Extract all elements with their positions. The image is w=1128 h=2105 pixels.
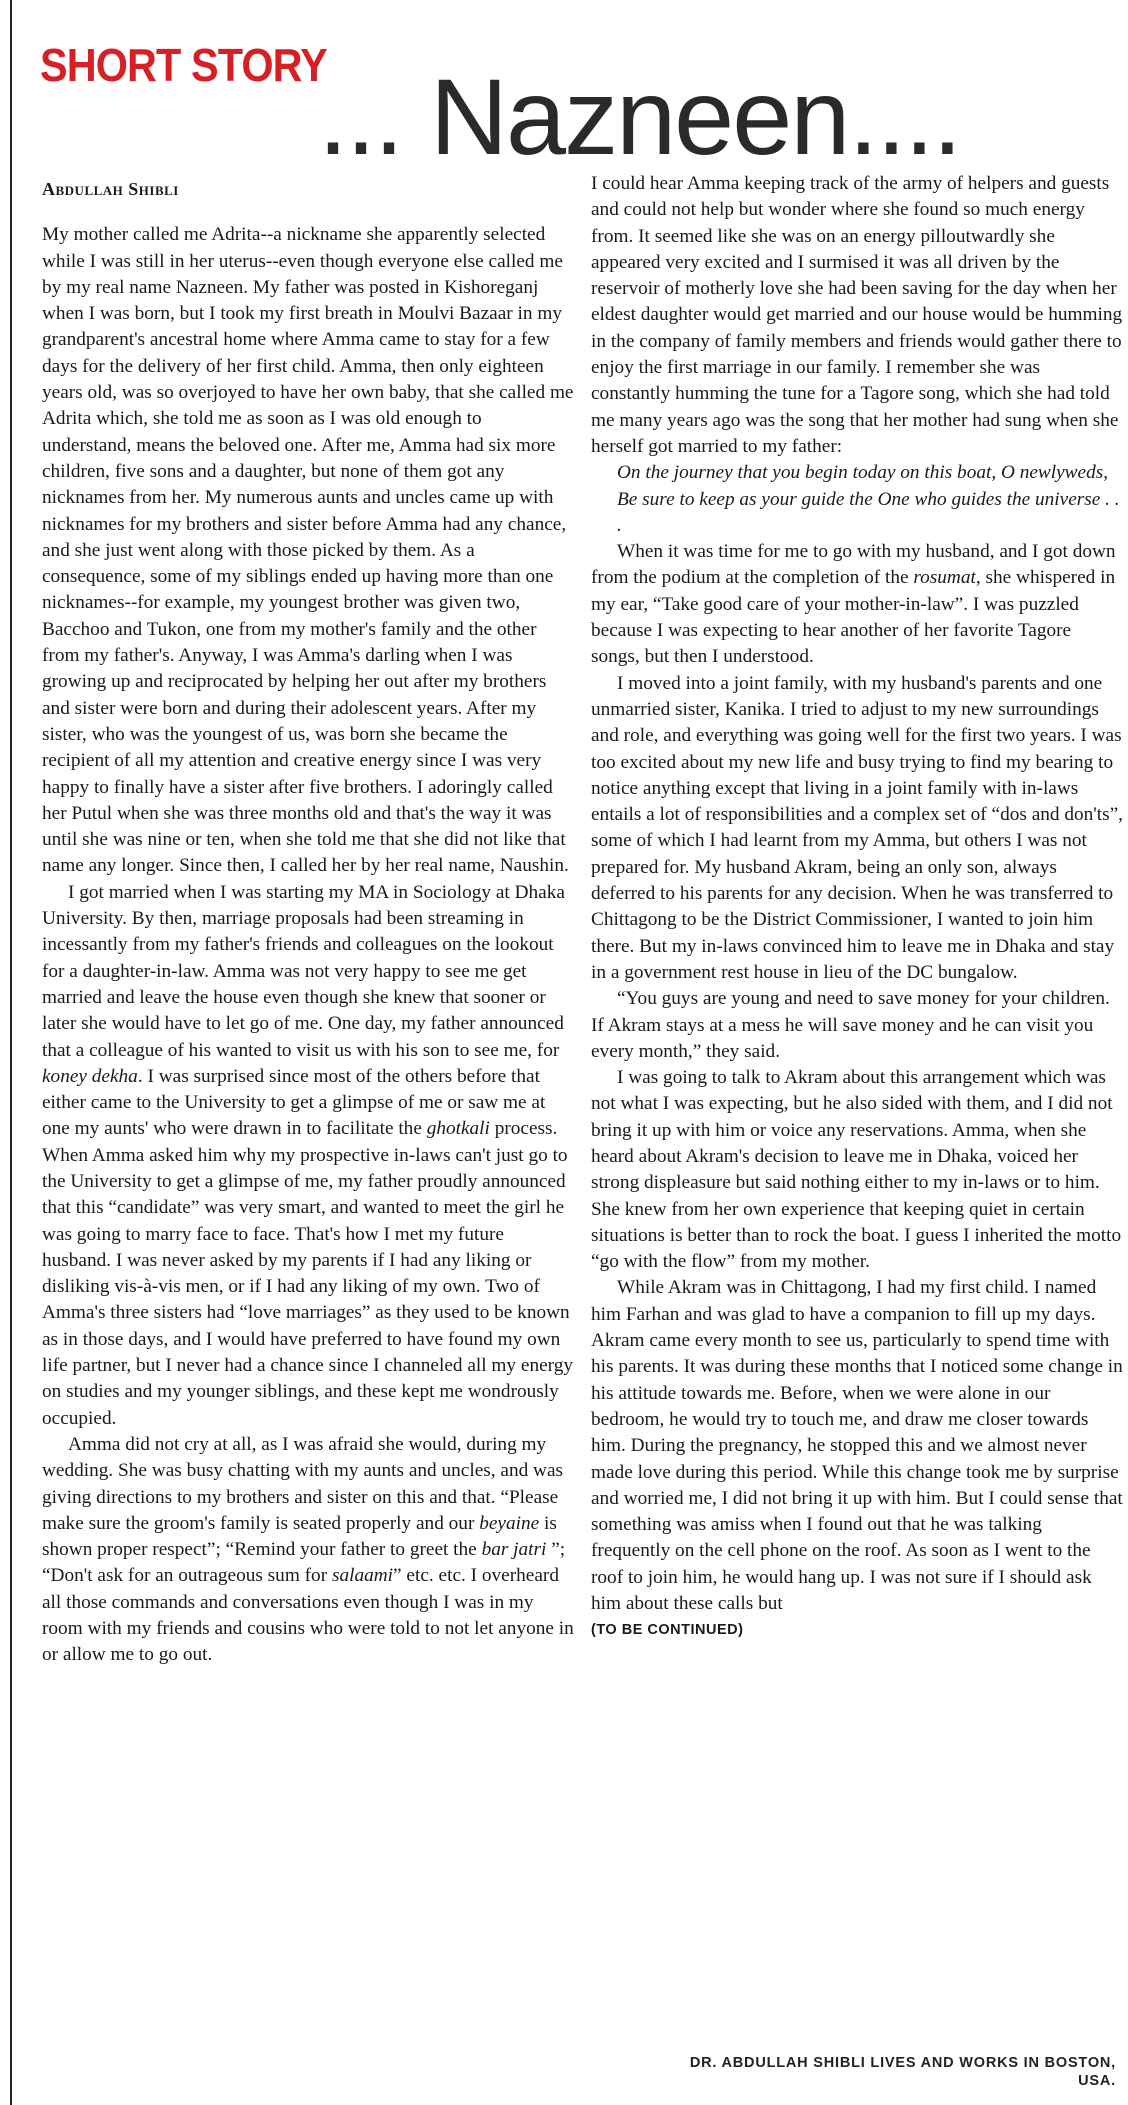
text-run: Amma did not cry at all, as I was afraid she would, during my wedding. She was busy chatting with my aunts and uncles, and was giving directions to my brothers and sister on this and that. “Please make sure the groom's family is seated properly and our — [42, 1433, 564, 1534]
story-column-left — [42, 176, 575, 1669]
song-quote: On the journey that you begin today on this boat, O newlyweds, Be sure to keep as your guide the One who guides the universe . . . — [617, 462, 1120, 536]
italic-term: bar jatri — [481, 1539, 547, 1561]
text-run: I got married when I was starting my MA in Sociology at Dhaka University. By then, marriage proposals had been streaming in incessantly from my father's friends and colleagues on the lookout for a daughter-in-law. Amma was not very happy to see me get married and leave the house even though she knew that sooner or later she would have to let go of me. One day, my father announced that a colleague of his wanted to visit us with his son to see me, for — [42, 881, 565, 1061]
story-paragraph — [42, 1432, 575, 1669]
story-paragraph: While Akram was in Chittagong, I had my first child. I named him Farhan and was glad to have a companion to fill up my days. Akram came every month to see us, particularly to spend time with his parents. It was during these months that I noticed some change in his attitude towards me. Before, when we were alone in our bedroom, he would try to touch me, and draw me closer towards him. During the pregnancy, he stopped this and we almost never made love during this period. While this change took me by surprise and worried me, I did not bring it up with him. But I could sense that something was amiss when I found out that he was talking frequently on the cell phone on the roof. As soon as I went to the roof to join him, he would hang up. I was not sure if I should ask him about these calls but — [591, 1277, 1123, 1615]
text-run: ”; “Don't ask for an outrageous sum for — [42, 1539, 566, 1587]
byline: Abdullah Shibli — [42, 179, 179, 199]
text-run: is shown proper respect”; “Remind your father to greet the — [42, 1512, 557, 1561]
italic-term: beyaine — [479, 1512, 540, 1534]
story-paragraph: I could hear Amma keeping track of the army of helpers and guests and could not help but wonder where she found so much energy from. It seemed like she was on an energy pilloutwardly she appeared very excited and I surmised it was all driven by the reservoir of motherly love she had been saving for the day when her eldest daughter would get married and our house would be humming in the company of family members and friends would gather there to enjoy the first marriage in our family. I remember she was constantly humming the tune for a Tagore song, which she had told me many years ago was the song that her mother had sung when she herself got married to my father: — [591, 173, 1123, 457]
author-bio-line: USA. — [1078, 2073, 1116, 2089]
text-run: process. When Amma asked him why my prospective in-laws can't just go to the University to get a glimpse of me, my father proudly announced that this “candidate” was very smart, and wanted to meet the girl he was going to marry face to face. That's how I met my future husband. I was never asked by my parents if I had any liking or disliking vis-à-vis men, or if I had any liking of my own. Two of Amma's three sisters had “love marriages” as they used to be known as in those days, and I would have preferred to have found my own life partner, but I never had a chance since I channeled all my energy on studies and my younger siblings, and these kept me wondrously occupied. — [42, 1118, 573, 1429]
story-paragraph: I was going to talk to Akram about this arrangement which was not what I was expecting, but he also sided with them, and I did not bring it up with him or voice any reservations. Amma, when she heard about Akram's decision to leave me in Dhaka, voiced her strong displeasure but said nothing either to my in-laws or to him. She knew from her own experience that keeping quiet in certain situations is better than to rock the boat. I guess I inherited the motto “go with the flow” from my mother. — [591, 1067, 1122, 1273]
italic-term: ghotkali — [426, 1118, 490, 1140]
author-bio — [690, 2054, 1116, 2090]
to-be-continued-label: (TO BE CONTINUED) — [591, 1622, 744, 1639]
story-paragraph — [42, 880, 575, 1432]
author-bio-line: DR. ABDULLAH SHIBLI LIVES AND WORKS IN BOSTON, — [689, 2055, 1116, 2071]
story-paragraph: “You guys are young and need to save money for your children. If Akram stays at a mess he will save money and he can visit you every month,” they said. — [591, 988, 1110, 1062]
story-title: ... Nazneen.... — [318, 56, 961, 177]
text-run: When it was time for me to go with my husband, and I got down from the podium at the completion of the — [591, 541, 1116, 589]
left-column-rule — [10, 0, 12, 2105]
story-paragraph: I moved into a joint family, with my husband's parents and one unmarried sister, Kanika. I tried to adjust to my new surroundings and role, and everything was going well for the first two years. I was too excited about my new life and busy trying to find my bearing to notice anything except that living in a joint family with in-laws entails a lot of responsibilities and a complex set of “dos and don'ts”, some of which I had learnt from my Amma, but others I was not prepared for. My husband Akram, being an only son, always deferred to his parents for any decision. When he was transferred to Chittagong to be the District Commissioner, I wanted to join him there. But my in-laws convinced him to leave me in Dhaka and stay in a government rest house in lieu of the DC bungalow. — [591, 672, 1123, 983]
text-run: . I was surprised since most of the others before that either came to the University to get a glimpse of me or saw me at one my aunts' who were drawn in to facilitate the — [42, 1065, 546, 1140]
italic-term: rosumat — [913, 567, 976, 589]
text-run: ” etc. etc. I overheard all those commands and conversations even though I was in my room with my friends and cousins who were told to not let anyone in or allow me to go out. — [42, 1565, 574, 1666]
section-label: SHORT STORY — [40, 39, 327, 91]
story-paragraph: My mother called me Adrita--a nickname she apparently selected while I was still in her uterus--even though everyone else called me by my real name Nazneen. My father was posted in Kishoreganj when I was born, but I took my first breath in Moulvi Bazaar in my grandparent's ancestral home where Amma came to stay for a few days for the delivery of her first child. Amma, then only eighteen years old, was so overjoyed to have her own baby, that she called me Adrita which, she told me as soon as I was old enough to understand, means the beloved one. After me, Amma had six more children, five sons and a daughter, but none of them got any nicknames from her. My numerous aunts and uncles came up with nicknames for my brothers and sister before Amma had any chance, and she just went along with those picked by them. As a consequence, some of my siblings ended up having more than one nicknames--for example, my youngest brother was given two, Bacchoo and Tukon, one from my mother's family and the other from my father's. Anyway, I was Amma's darling when I was growing up and reciprocated by helping her out after my brothers and sister were born and during their adolescent years. After my sister, who was the youngest of us, was born she became the recipient of all my attention and creative energy since I was very happy to finally have a sister after five brothers. I adoringly called her Putul when she was three months old and that's the way it was until she was nine or ten, when she told me that she did not like that name any longer. Since then, I called her by her real name, Naushin. — [42, 224, 574, 877]
text-run: , she whispered in my ear, “Take good care of your mother-in-law”. I was puzzled because I was expecting to hear another of her favorite Tagore songs, but then I understood. — [591, 567, 1116, 668]
italic-term: koney dekha — [42, 1065, 138, 1087]
story-paragraph — [591, 539, 1124, 670]
italic-term: salaami — [331, 1565, 394, 1587]
story-column-right — [591, 171, 1124, 1644]
